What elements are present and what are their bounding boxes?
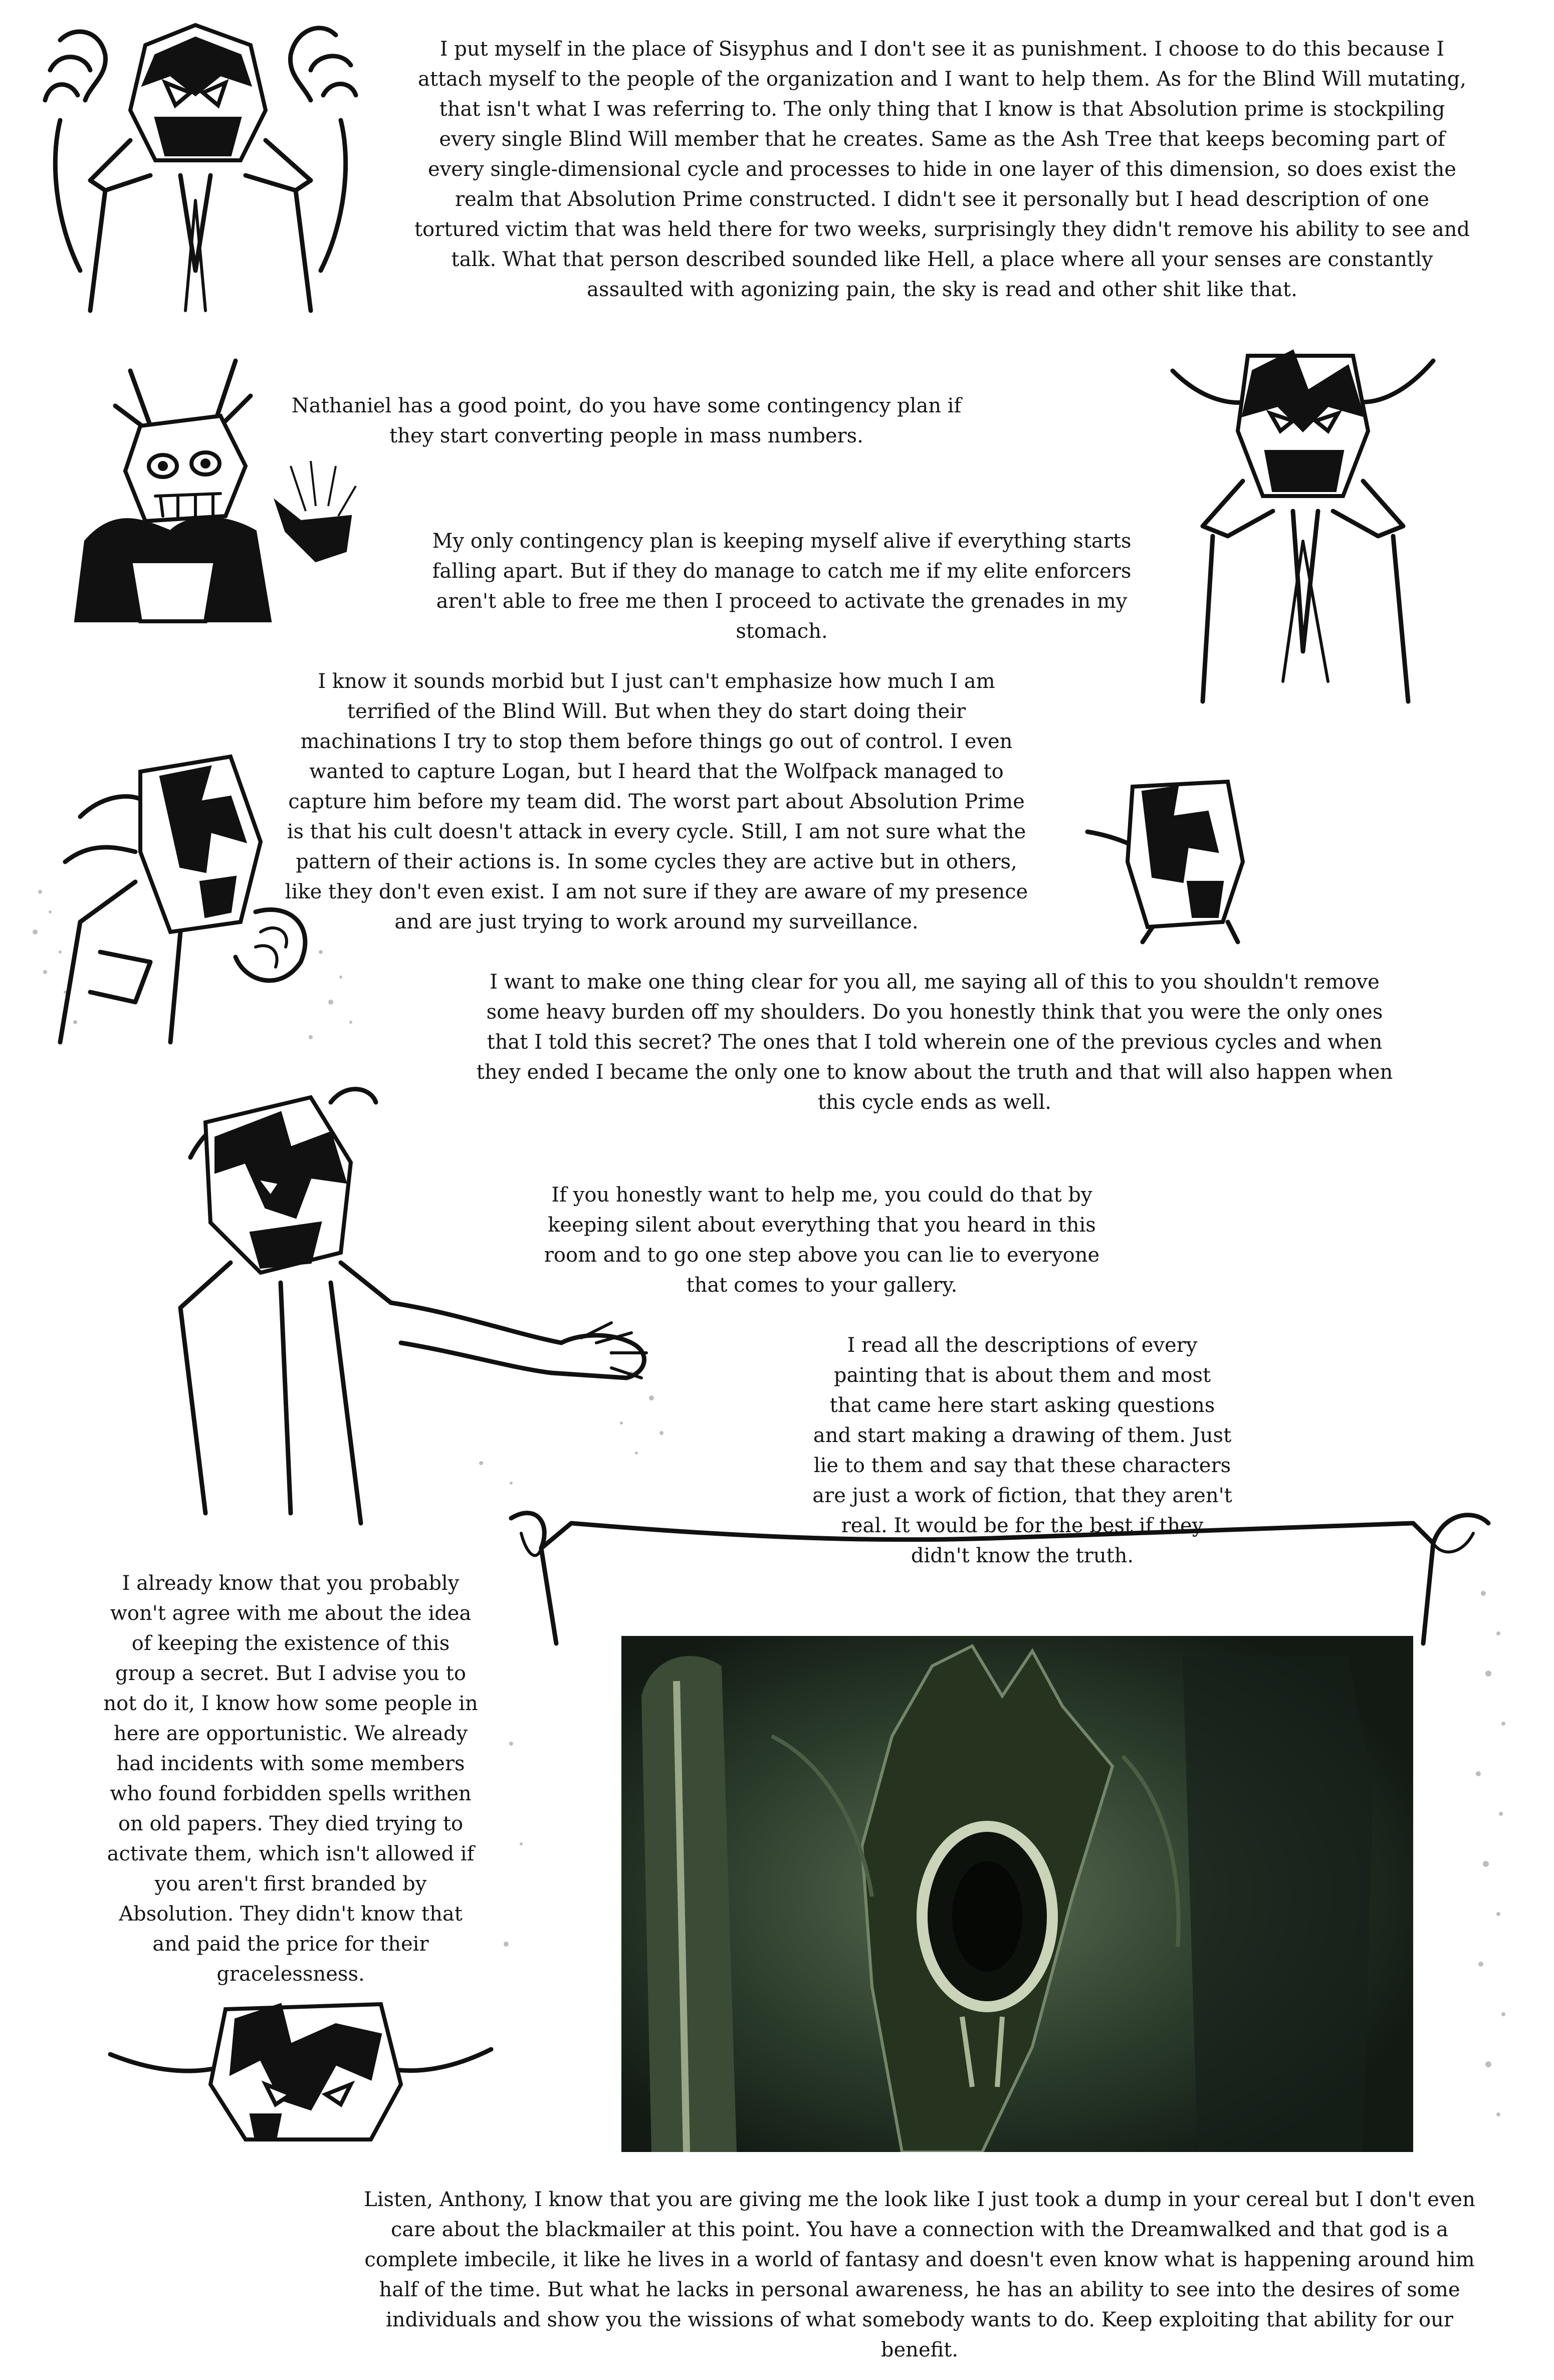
dialogue-paragraph-5: I want to make one thing clear for you all, me saying all of this to you shouldn't remove some heavy burden off my shoulders. Do you honestly think that you were the only ones that I told this secret? The ones that I told wherein one of the previous cycles and when they ended I became the only one to know about the truth and that will also happen when this cycle ends as well. <box>476 971 1393 1114</box>
masked-figure-thinking <box>20 742 371 1052</box>
dialogue-paragraph-1: I put myself in the place of Sisyphus and I don't see it as punishment. I choose to do this because I attach myself to the people of the organization and I want to help them. As for the Blind Will mutating, that isn't what I was referring to. The only thing that I know is that Absolution prime is stockpiling every single Blind Will member that he creates. Same as the Ash Tree that keeps becoming part of every single-dimensional cycle and processes to hide in one layer of this dimension, so does exist the realm that Absolution Prime constructed. I didn't see it personally but I head description of one tortured victim that was held there for two weeks, surprisingly they didn't remove his ability to see and talk. What that person described sounded like Hell, a place where all your senses are constantly assaulted with agonizing pain, the sky is read and other shit like that. <box>414 38 1470 301</box>
dark-green-painting <box>621 1636 1413 2152</box>
masked-figure-reaching-out <box>130 1072 697 1533</box>
dialogue-paragraph-4: I know it sounds morbid but I just can't emphasize how much I am terrified of the Blind Will. But when they do start doing their machinations I try to stop them before things go out of control. I even wanted to capture Logan, but I heard that the Wolfpack managed to capture him before my team did. The worst part about Absolution Prime is that his cult doesn't attack in every cycle. Still, I am not sure what the pattern of their actions is. In some cycles they are active but in others, like they don't even exist. I am not sure if they are aware of my presence and are just trying to work around my surveillance. <box>285 670 1028 933</box>
dialogue-paragraph-8: I already know that you probably won't agree with me about the idea of keeping the existence of this group a secret. But I advise you to not do it, I know how some people in here are opportunistic. We already had incidents with some members who found forbidden spells writhen on old papers. They died trying to activate them, which isn't allowed if you aren't first branded by Absolution. They didn't know that and paid the price for their gracelessness. <box>103 1572 478 1986</box>
dialogue-paragraph-2: Nathaniel has a good point, do you have some contingency plan if they start converting people in mass numbers. <box>291 394 962 447</box>
masked-figure-holding-head <box>30 10 371 321</box>
dialogue-paragraph-6: If you honestly want to help me, you could do that by keeping silent about everything that you heard in this room and to go one step above you can lie to everyone that comes to your gallery. <box>544 1183 1100 1297</box>
dialogue-paragraph-7: I read all the descriptions of every painting that is about them and most that came here start asking questions and start making a drawing of them. Just lie to them and say that these characters are just a work of fiction, that they aren't real. It would be for the best if they didn't know the truth. <box>812 1334 1232 1567</box>
masked-figure-standing-right <box>1143 331 1453 711</box>
dialogue-paragraph-9: Listen, Anthony, I know that you are giving me the look like I just took a dump in your cereal but I don't even care about the blackmailer at this point. You have a connection with the Dreamwalked and that god is a complete imbecile, it like he lives in a world of fantasy and doesn't even know what is happening around him half of the time. But what he lacks in personal awareness, he has an ability to see into the desires of some individuals and show you the wissions of what somebody wants to do. Keep exploiting that ability for our benefit. <box>364 2188 1475 2361</box>
horned-masked-face-bottom <box>100 1994 501 2145</box>
dialogue-paragraph-3: My only contingency plan is keeping myself alive if everything starts falling apart. But if they do manage to catch me if my elite enforcers aren't able to free me then I proceed to activate the grenades in my stomach. <box>432 530 1132 643</box>
masked-face-closeup <box>1077 772 1258 942</box>
